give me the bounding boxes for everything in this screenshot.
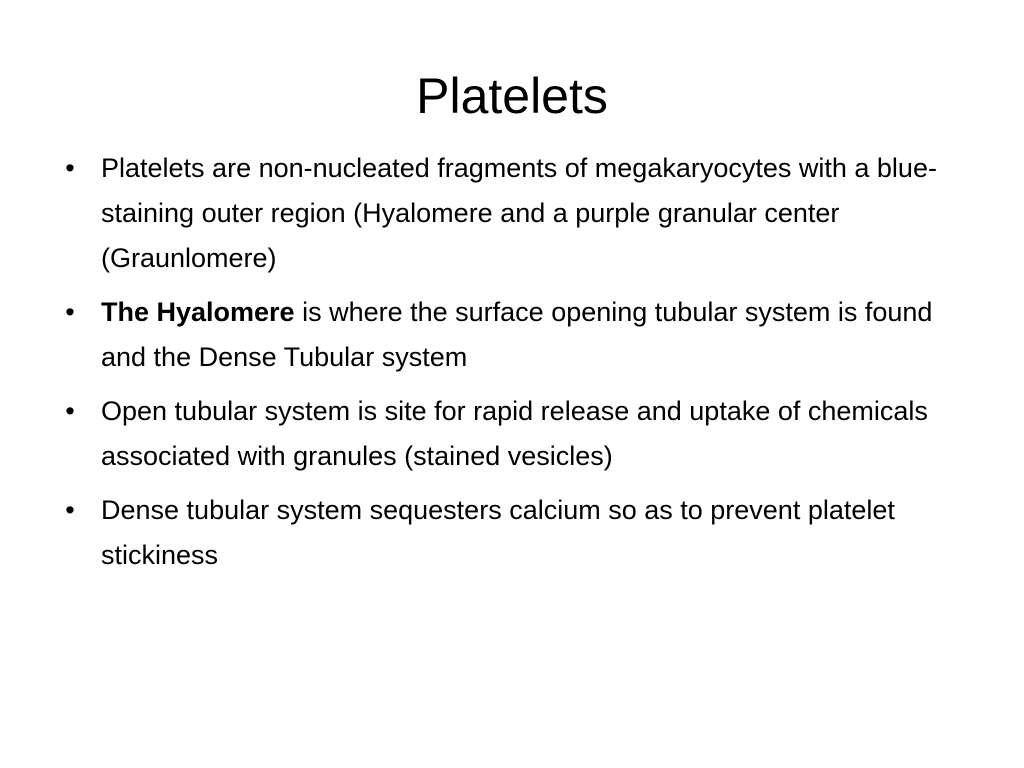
bullet-icon: • <box>65 297 75 327</box>
bullet-list <box>60 146 960 587</box>
bullet-icon: • <box>65 396 75 426</box>
bullet-icon: • <box>65 153 75 183</box>
bullet-text <box>101 495 895 570</box>
bullet-lead: The Hyalomere <box>101 297 295 327</box>
bullet-body: Platelets are non-nucleated fragments of megakaryocytes with a blue-staining outer region (Hyalomere and a purple granular center (Graunlomere) <box>101 153 937 273</box>
bullet-text <box>101 396 928 471</box>
bullet-body: is where the surface opening tubular system is found and the Dense Tubular system <box>101 297 933 372</box>
bullet-body: Open tubular system is site for rapid release and uptake of chemicals associated with granules (stained vesicles) <box>101 396 928 471</box>
bullet-item <box>60 290 960 380</box>
bullet-icon: • <box>65 495 75 525</box>
bullet-body: Dense tubular system sequesters calcium so as to prevent platelet stickiness <box>101 495 895 570</box>
bullet-item <box>60 146 960 281</box>
bullet-item <box>60 488 960 578</box>
bullet-text <box>101 153 937 273</box>
slide-title: Platelets <box>416 68 608 124</box>
bullet-item <box>60 389 960 479</box>
bullet-text <box>101 297 932 372</box>
